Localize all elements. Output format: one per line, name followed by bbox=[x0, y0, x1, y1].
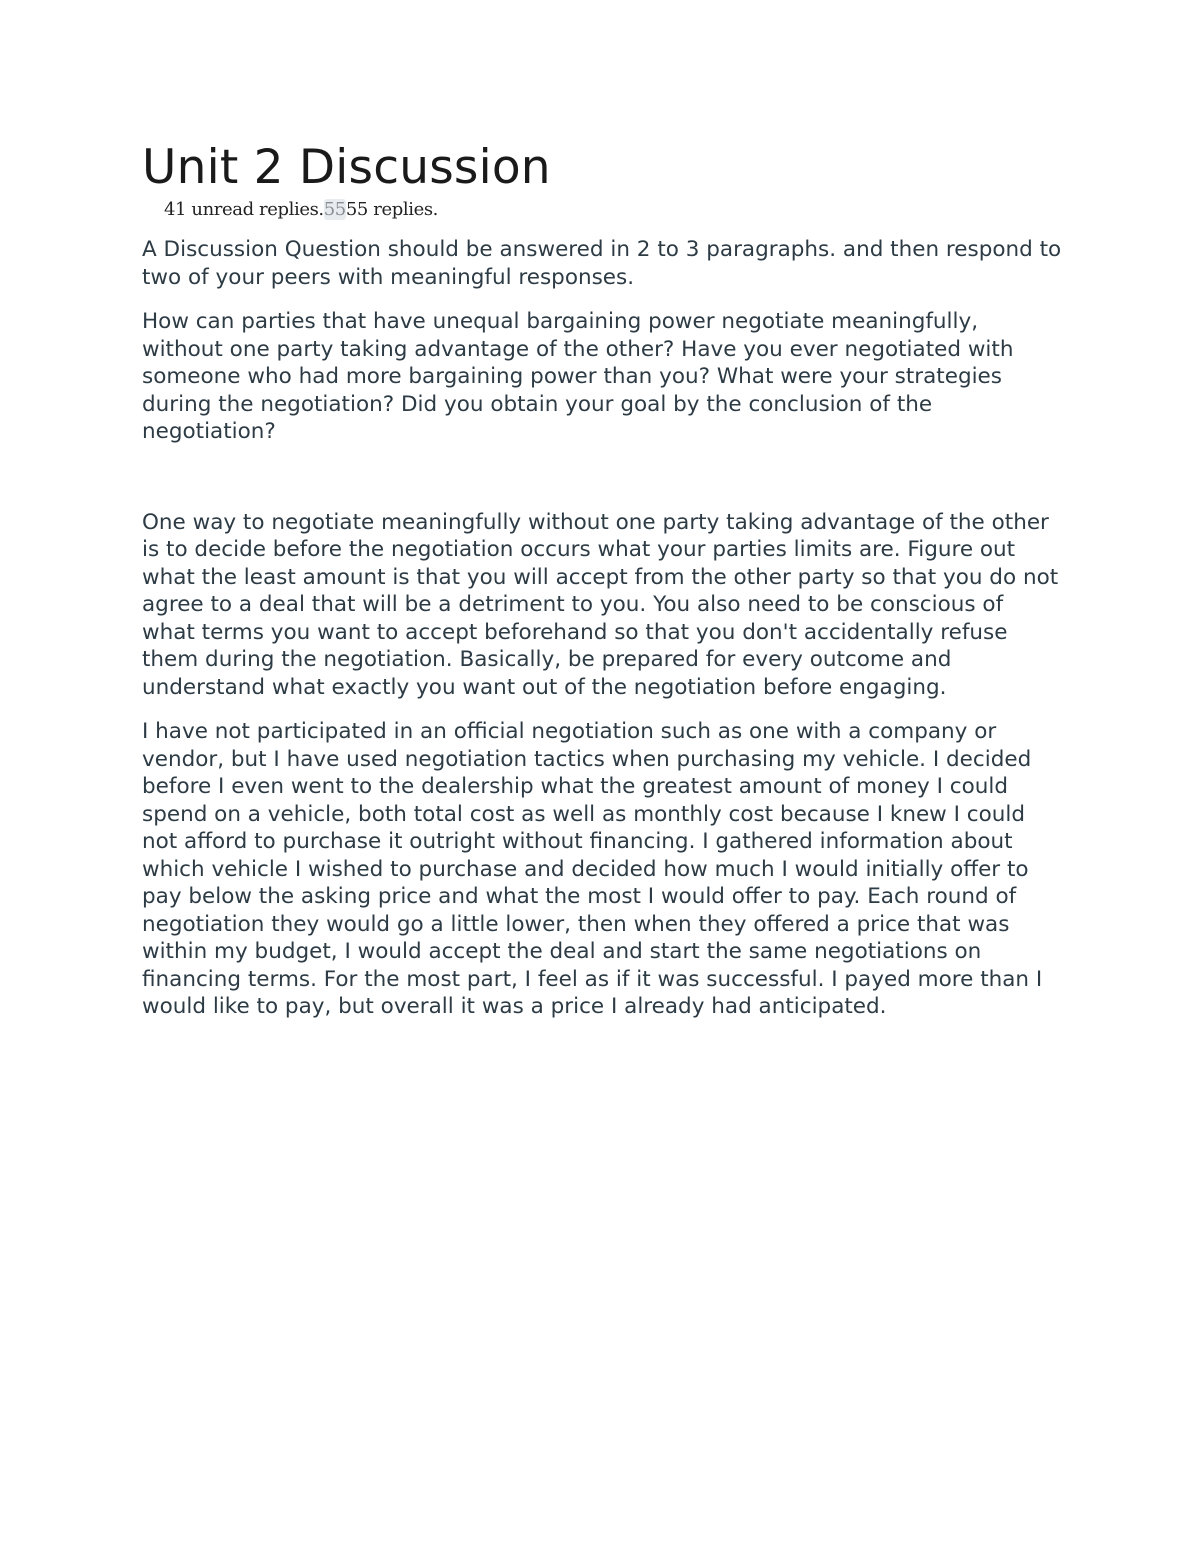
reply-count bbox=[164, 198, 1062, 222]
prompt-instructions: A Discussion Question should be answered in 2 to 3 paragraphs. and then respond to two of your peers with meaningful responses. bbox=[142, 237, 1062, 290]
reply-count-badge: 55 bbox=[323, 199, 346, 220]
spacer bbox=[142, 446, 1062, 509]
page-title: Unit 2 Discussion bbox=[142, 140, 551, 195]
discussion-response bbox=[142, 509, 1062, 1021]
discussion-document bbox=[142, 138, 1062, 1021]
response-paragraph: I have not participated in an official negotiation such as one with a company or vendor, but I have used negotiation tactics when purchasing my vehicle. I decided before I even went to the dealership what the greatest amount of money I could spend on a vehicle, both total cost as well as monthly cost because I knew I could not afford to purchase it outright without financing. I gathered information about which vehicle I wished to purchase and decided how much I would initially offer to pay below the asking price and what the most I would offer to pay. Each round of negotiation they would go a little lower, then when they offered a price that was within my budget, I would accept the deal and start the same negotiations on financing terms. For the most part, I feel as if it was successful. I payed more than I would like to pay, but overall it was a price I already had anticipated. bbox=[142, 719, 1043, 1019]
response-paragraph: One way to negotiate meaningfully without one party taking advantage of the other is to decide before the negotiation occurs what your parties limits are. Figure out what the least amount is that you will accept from the other party so that you do not agree to a deal that will be a detriment to you. You also need to be conscious of what terms you want to accept beforehand so that you don't accidentally refuse them during the negotiation. Basically, be prepared for every outcome and understand what exactly you want out of the negotiation before engaging. bbox=[142, 509, 1059, 700]
discussion-prompt bbox=[142, 236, 1062, 446]
prompt-question: How can parties that have unequal bargaining power negotiate meaningfully, without one party taking advantage of the other? Have you ever negotiated with someone who had more bargaining power than you? What were your strategies during the negotiation? Did you obtain your goal by the conclusion of the negotiation? bbox=[142, 309, 1014, 444]
total-replies-text: 55 replies. bbox=[345, 199, 438, 220]
unread-replies-text: 41 unread replies. bbox=[164, 199, 324, 220]
